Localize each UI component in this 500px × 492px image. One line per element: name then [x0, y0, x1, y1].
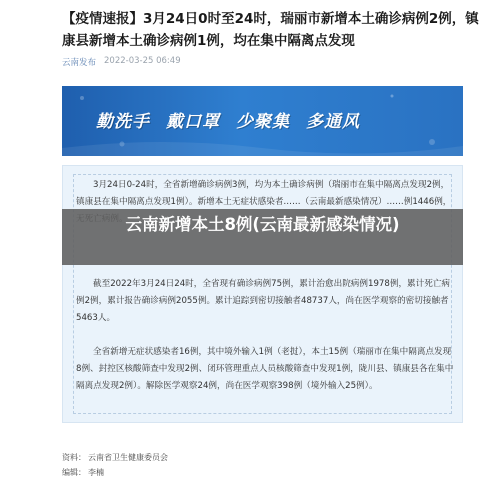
article-title: 【疫情速报】3月24日0时至24时，瑞丽市新增本土确诊病例2例，镇康县新增本土确诊病例1例，均在集中隔离点发现	[62, 11, 479, 49]
notice-paragraph-new-cases: 3月24日0-24时，全省新增确诊病例3例，均为本土确诊病例（瑞丽市在集中隔离点发现2例，镇康县在集中隔离点发现1例）。新增本土无症状感染者……（云南最新感染情况）……例1446例，	[76, 180, 452, 207]
credit-editor-label: 编辑：	[62, 468, 86, 477]
credit-editor	[62, 465, 168, 480]
credit-editor-value: 李楠	[88, 468, 104, 477]
article-source[interactable]: 云南发布	[62, 58, 97, 68]
caption-overlay	[62, 209, 463, 265]
article-meta	[62, 56, 181, 68]
credit-source-label: 资料：	[62, 453, 86, 462]
slogan-wear-mask: 戴口罩	[166, 112, 220, 132]
banner-slogans	[96, 107, 360, 132]
overlay-title: 云南新增本土8例(云南最新感染情况)	[125, 215, 400, 234]
slogan-wash-hands: 勤洗手	[96, 112, 150, 132]
notice-paragraph-cumulative: 截至2022年3月24日24时，全省现有确诊病例75例，累计治愈出院病例1978例，累计死亡病例2例，累计报告确诊病例2055例。累计追踪到密切接触者48737人，尚在医学观察的密切接触者5463人。	[76, 279, 451, 323]
credit-source	[62, 450, 168, 465]
hygiene-banner	[62, 86, 463, 156]
slogan-ventilate: 多通风	[306, 112, 360, 132]
credits	[62, 450, 168, 480]
article-timestamp: 2022-03-25 06:49	[104, 56, 181, 66]
slogan-avoid-gathering: 少聚集	[236, 112, 290, 132]
credit-source-value: 云南省卫生健康委员会	[88, 453, 168, 462]
notice-paragraph-asymptomatic: 全省新增无症状感染者16例，其中境外输入1例（老挝），本土15例（瑞丽市在集中隔离点发现8例、封控区核酸筛查中发现2例、闭环管理重点人员核酸筛查中发现1例，陇川县、镇康县各在集中隔离点发现2例）。解除医学观察24例，尚在医学观察398例（境外输入25例）。	[76, 347, 454, 391]
